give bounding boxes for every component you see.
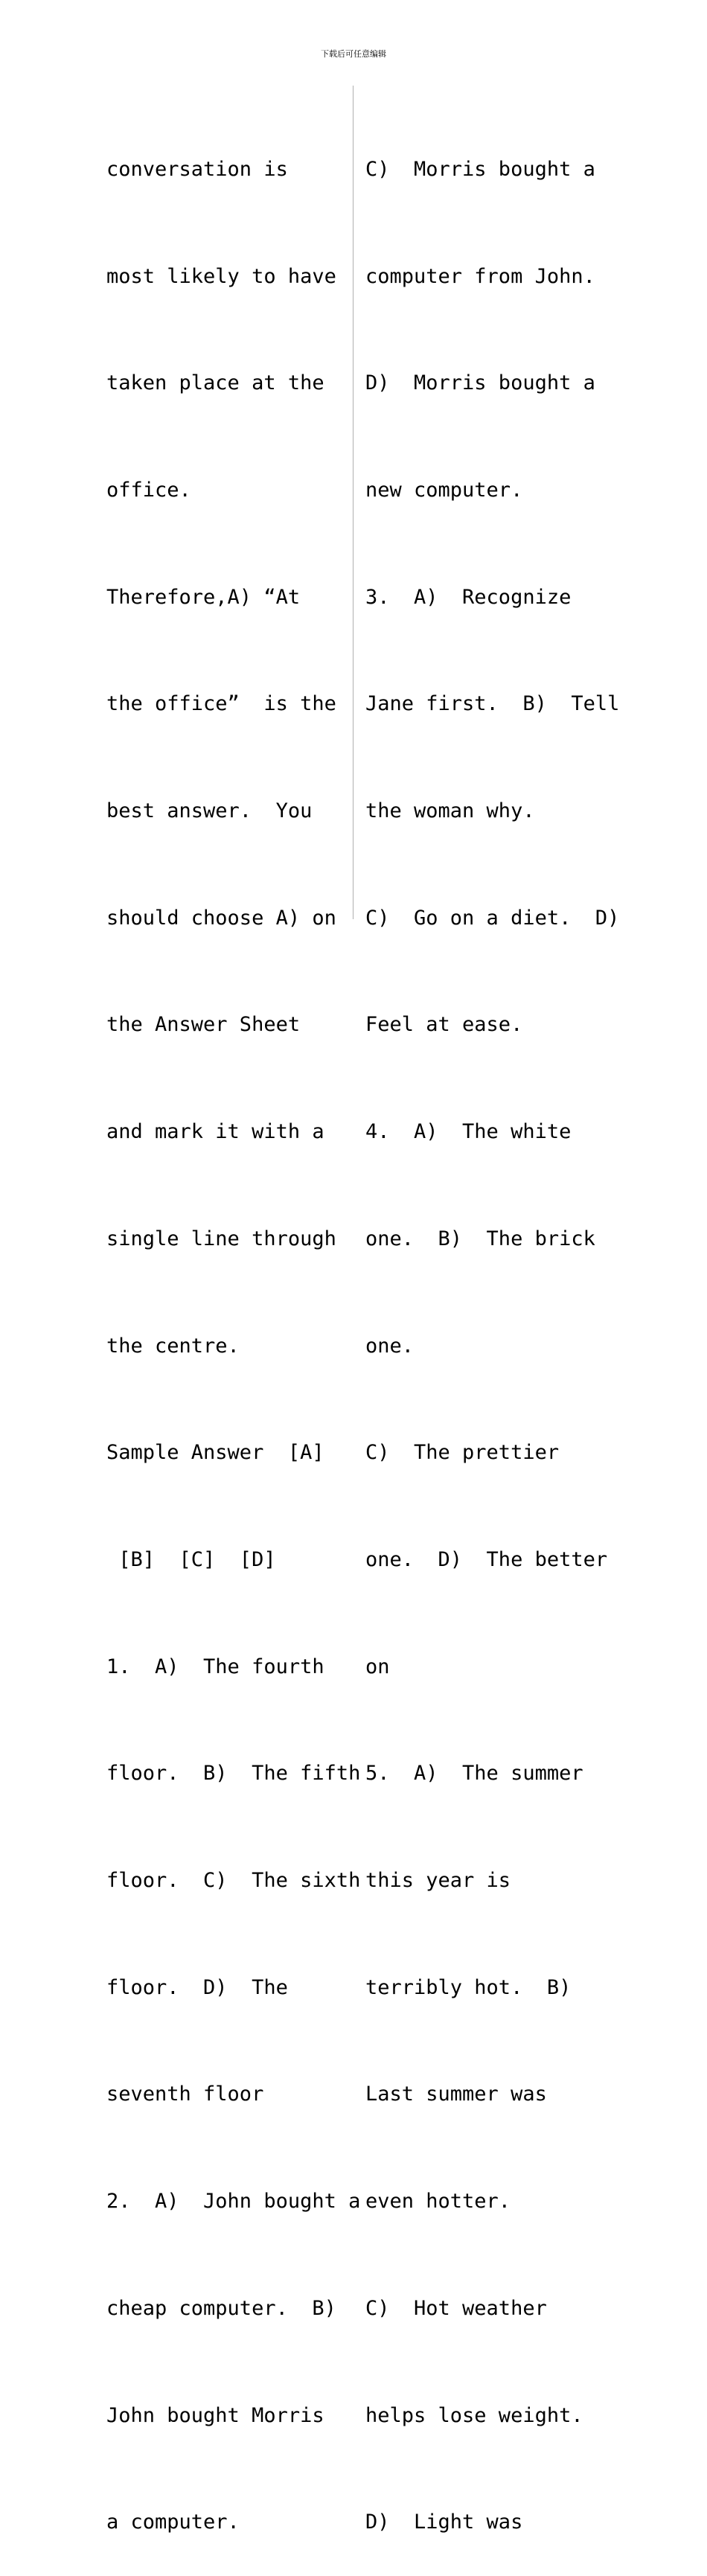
text-line: C) The prettier xyxy=(365,1441,560,1465)
text-line: seventh floor xyxy=(106,2083,264,2106)
text-line: best answer. You xyxy=(106,799,313,823)
text-line: Last summer was xyxy=(365,2083,547,2106)
text-line: 4. A) The white xyxy=(365,1120,572,1144)
text-line: 3. A) Recognize xyxy=(365,585,572,609)
text-line: 2. A) John bought a xyxy=(106,2190,361,2214)
text-line: cheap computer. B) xyxy=(106,2296,336,2320)
text-line: D) Morris bought a xyxy=(365,371,595,395)
text-line: should choose A) on xyxy=(106,906,336,930)
text-line: C) Morris bought a xyxy=(365,157,595,181)
text-line: John bought Morris xyxy=(106,2403,324,2427)
text-line: Sample Answer [A] xyxy=(106,1441,324,1465)
column-divider xyxy=(353,86,354,919)
text-line: [B] [C] [D] xyxy=(106,1547,276,1571)
text-line: office. xyxy=(106,478,191,502)
text-line: helps lose weight. xyxy=(365,2403,583,2427)
text-line: the centre. xyxy=(106,1334,240,1358)
text-line: a computer. xyxy=(106,2511,240,2534)
text-line: C) Hot weather xyxy=(365,2296,547,2320)
text-line: new computer. xyxy=(365,478,523,502)
text-line: one. B) The brick xyxy=(365,1227,595,1250)
text-line: most likely to have xyxy=(106,264,336,288)
text-line: terribly hot. B) xyxy=(365,1975,572,1999)
right-text-column xyxy=(365,80,619,2576)
text-line: 1. A) The fourth xyxy=(106,1655,324,1678)
text-line: floor. D) The xyxy=(106,1975,288,1999)
text-line: and mark it with a xyxy=(106,1120,324,1144)
left-text-column xyxy=(106,80,360,2576)
text-line: Feel at ease. xyxy=(365,1013,523,1037)
text-line: computer from John. xyxy=(365,264,595,288)
text-line: one. D) The better xyxy=(365,1547,608,1571)
text-line: conversation is xyxy=(106,157,288,181)
text-line: D) Light was xyxy=(365,2511,523,2534)
text-line: one. xyxy=(365,1334,415,1358)
page-header: 下载后可任意编辑 xyxy=(321,49,386,59)
text-line: single line through xyxy=(106,1227,336,1250)
text-line: the office” is the xyxy=(106,692,336,716)
text-line: floor. B) The fifth xyxy=(106,1762,361,1786)
text-line: taken place at the xyxy=(106,371,324,395)
text-line: Jane first. B) Tell xyxy=(365,692,620,716)
text-line: C) Go on a diet. D) xyxy=(365,906,620,930)
text-line: floor. C) The sixth xyxy=(106,1869,361,1893)
text-line: on xyxy=(365,1655,390,1678)
text-line: even hotter. xyxy=(365,2190,511,2214)
text-line: Therefore,A) “At xyxy=(106,585,301,609)
text-line: the Answer Sheet xyxy=(106,1013,301,1037)
text-line: the woman why. xyxy=(365,799,535,823)
text-line: 5. A) The summer xyxy=(365,1762,583,1786)
text-line: this year is xyxy=(365,1869,511,1893)
